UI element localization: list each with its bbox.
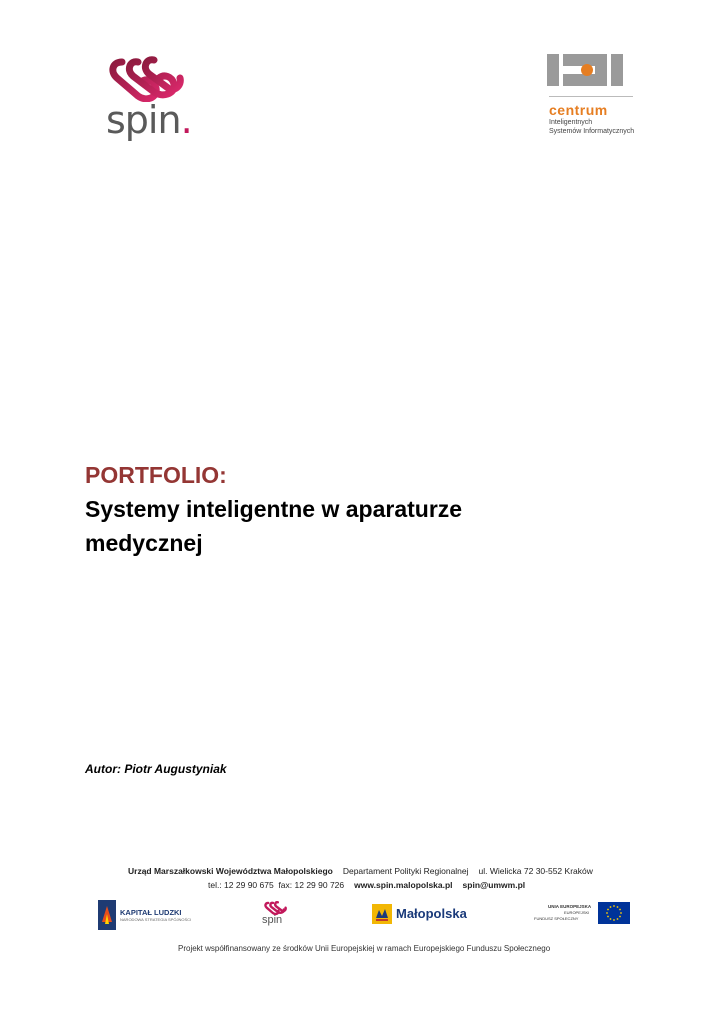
malopolska-crest-icon [372,904,392,924]
isi-subtitle: Inteligentnych Systemów Informatycznych [549,119,635,135]
malopolska-logo: Małopolska [372,898,482,932]
footer-institution: Urząd Marszałkowski Województwa Małopolskiego [128,866,333,876]
document-title-line1: Systemy inteligentne w aparaturze [85,496,463,522]
footer-fax: fax: 12 29 90 726 [278,880,345,890]
footer-contact-line [208,880,525,890]
spin-logo [106,56,196,142]
title-block [85,458,645,560]
footer-address-line [128,866,593,876]
document-title-line2: medycznej [85,530,203,556]
isi-centrum-word: centrum [549,102,608,118]
kapital-ludzki-icon [98,900,118,930]
spin-paperclip-icon [108,56,188,102]
footer-email[interactable]: spin@umwm.pl [462,880,526,890]
footer-phone: tel.: 12 29 90 675 [208,880,274,890]
isi-centrum-logo [547,52,647,136]
portfolio-label: PORTFOLIO: [85,462,227,488]
document-title [85,492,645,560]
footer-logos [98,898,632,932]
footer-website[interactable]: www.spin.malopolska.pl [354,880,453,890]
isi-logo-mark [547,52,633,88]
eu-logo: UNIA EUROPEJSKA EUROPEJSKI FUNDUSZ SPOŁECZNY [534,898,634,932]
kapital-ludzki-logo: KAPITAŁ LUDZKI NARODOWA STRATEGIA SPÓJNOŚCI [98,898,188,932]
eu-flag-icon [598,902,630,924]
footer-cofinancing-note: Projekt współfinansowany ze środków Unii Europejskiej w ramach Europejskiego Funduszu Społecznego [178,944,551,953]
footer-department: Departament Polityki Regionalnej [342,866,469,876]
footer-address: ul. Wielicka 72 30-552 Kraków [478,866,593,876]
author: Autor: Piotr Augustyniak [85,762,227,776]
spin-logo-text: spin. [106,98,192,142]
spin-small-logo: spin [260,898,292,932]
